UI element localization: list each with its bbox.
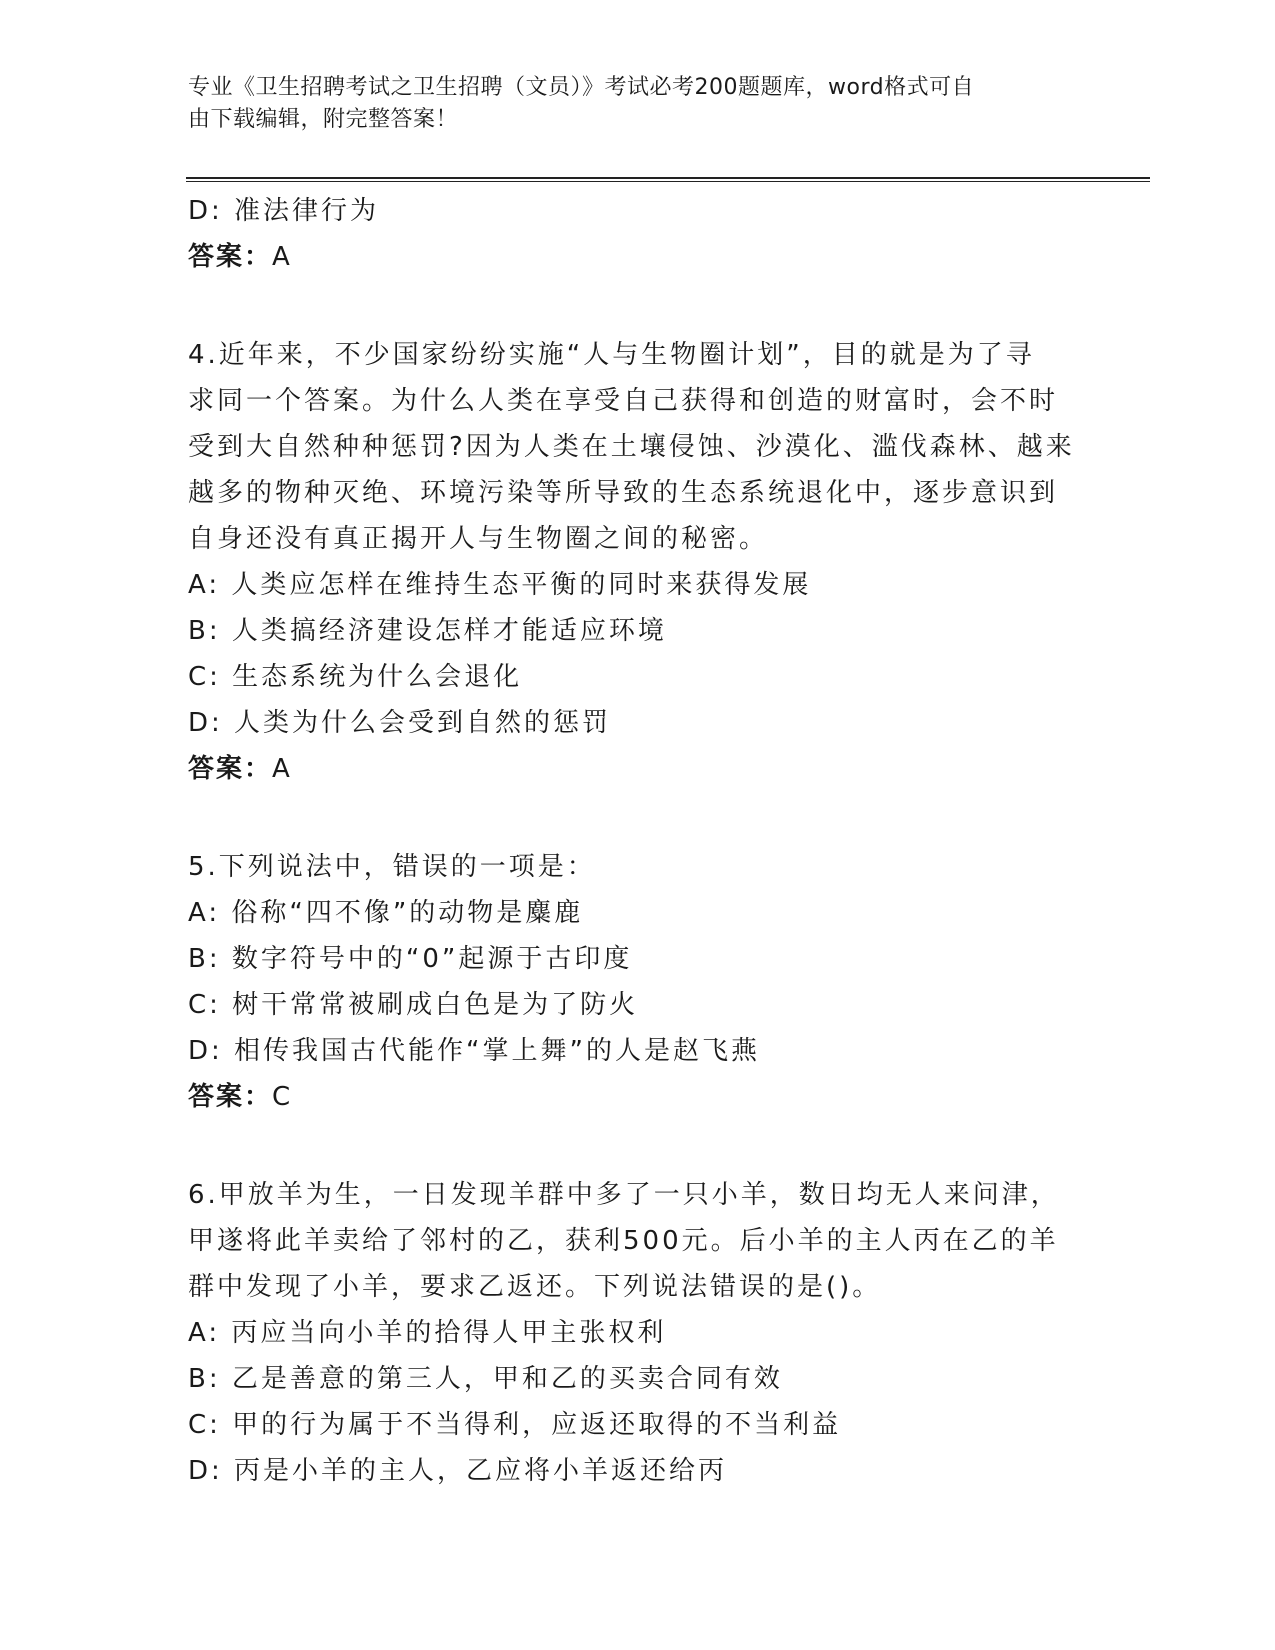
question-stem-line: 4.近年来，不少国家纷纷实施“人与生物圈计划”，目的就是为了寻 [188, 340, 1035, 370]
option-b: B: 数字符号中的“0”起源于古印度 [188, 944, 633, 974]
answer-value: C [272, 1082, 293, 1112]
page-header [188, 72, 1068, 136]
answer-label: 答案： [188, 242, 273, 272]
option-d: D: 准法律行为 [188, 196, 380, 226]
question-stem-line: 求同一个答案。为什么人类在享受自己获得和创造的财富时，会不时 [188, 386, 1059, 416]
question-4 [188, 332, 1088, 792]
question-stem-line: 越多的物种灭绝、环境污染等所导致的生态系统退化中，逐步意识到 [188, 478, 1059, 508]
option-c: C: 树干常常被刷成白色是为了防火 [188, 990, 639, 1020]
question-stem-line: 群中发现了小羊，要求乙返还。下列说法错误的是()。 [188, 1272, 882, 1302]
answer-line [188, 234, 1088, 280]
answer-label: 答案： [188, 754, 273, 784]
option-c: C: 生态系统为什么会退化 [188, 662, 523, 692]
option-b: B: 人类搞经济建设怎样才能适应环境 [188, 616, 667, 646]
answer-label: 答案： [188, 1082, 273, 1112]
question-3-tail [188, 188, 1088, 280]
header-line-1: 专业《卫生招聘考试之卫生招聘（文员）》考试必考200题题库，word格式可自 [188, 75, 975, 100]
header-line-2: 由下载编辑，附完整答案！ [188, 107, 459, 132]
option-a: A: 俗称“四不像”的动物是麋鹿 [188, 898, 584, 928]
option-d: D: 相传我国古代能作“掌上舞”的人是赵飞燕 [188, 1036, 760, 1066]
answer-value: A [272, 242, 292, 272]
answer-value: A [272, 754, 292, 784]
answer-line [188, 1074, 1088, 1120]
option-d: D: 丙是小羊的主人，乙应将小羊返还给丙 [188, 1456, 728, 1486]
question-5 [188, 844, 1088, 1120]
option-a: A: 丙应当向小羊的拾得人甲主张权利 [188, 1318, 667, 1348]
header-divider [186, 177, 1150, 182]
answer-line [188, 746, 1088, 792]
option-b: B: 乙是善意的第三人，甲和乙的买卖合同有效 [188, 1364, 783, 1394]
question-stem-line: 5.下列说法中，错误的一项是： [188, 852, 596, 882]
question-stem-line: 受到大自然种种惩罚?因为人类在土壤侵蚀、沙漠化、滥伐森林、越来 [188, 432, 1075, 462]
question-stem-line: 自身还没有真正揭开人与生物圈之间的秘密。 [188, 524, 769, 554]
question-stem-line: 甲遂将此羊卖给了邻村的乙，获利500元。后小羊的主人丙在乙的羊 [188, 1226, 1059, 1256]
document-body [188, 188, 1088, 1494]
question-stem-line: 6.甲放羊为生，一日发现羊群中多了一只小羊，数日均无人来问津， [188, 1180, 1060, 1210]
option-d: D: 人类为什么会受到自然的惩罚 [188, 708, 612, 738]
option-a: A: 人类应怎样在维持生态平衡的同时来获得发展 [188, 570, 812, 600]
question-6 [188, 1172, 1088, 1494]
option-c: C: 甲的行为属于不当得利，应返还取得的不当利益 [188, 1410, 842, 1440]
